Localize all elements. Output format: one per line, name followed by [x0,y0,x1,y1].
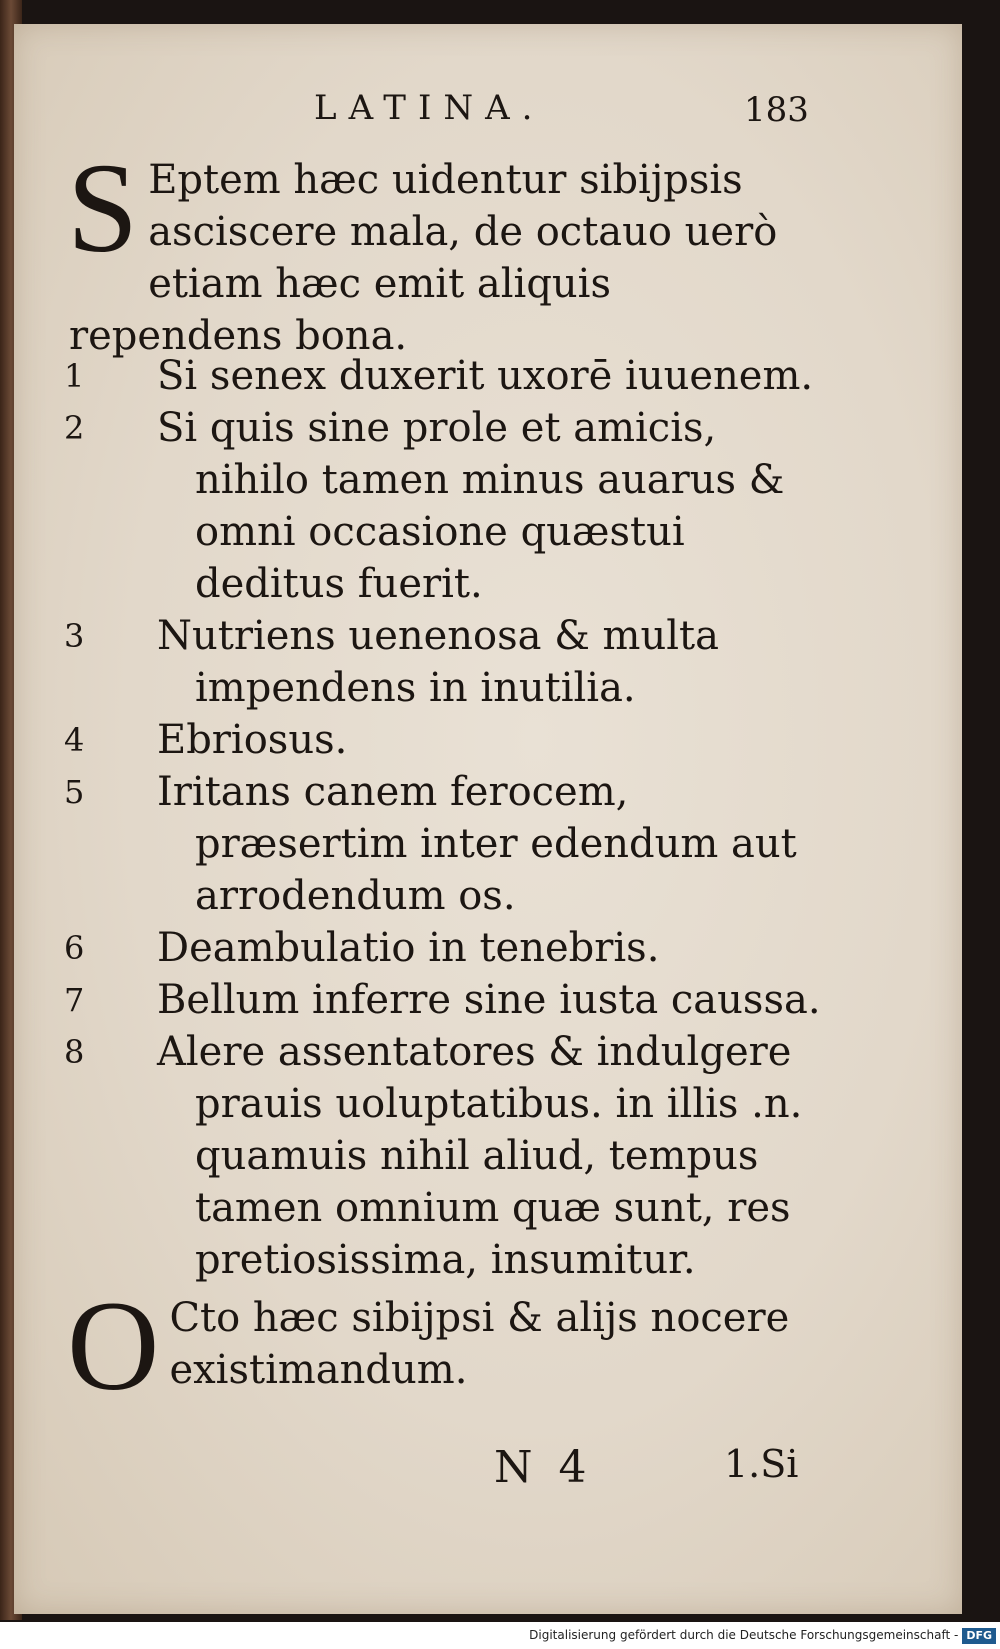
item-number: 3 [64,617,85,655]
paragraph-text: Eptem hæc uidentur sibijpsis asciscere mala, de octauo uerò etiam hæc emit aliquis rependens bona. [69,157,778,359]
list-item [64,714,824,766]
item-text: Alere assentatores & indulgere prauis uoluptatibus. in illis .n. quamuis nihil aliud, tempus tamen omnium quæ sunt, res pretiosissima, insumitur. [157,1029,803,1283]
opening-paragraph [67,137,809,362]
item-text: Deambulatio in tenebris. [157,925,660,971]
book-page [14,24,962,1614]
list-item [64,402,824,610]
item-text: Si quis sine prole et amicis, nihilo tamen minus auarus & omni occasione quæstui deditus fuerit. [157,405,785,607]
item-text: Si senex duxerit uxorē iuuenem. [157,353,814,399]
numbered-list [64,350,824,1286]
list-item [64,922,824,974]
item-number: 7 [64,981,85,1019]
signature-mark: N 4 [494,1442,593,1493]
item-text: Nutriens uenenosa & multa impendens in inutilia. [157,613,719,711]
list-item [64,766,824,922]
item-number: 5 [64,773,85,811]
list-item [64,1026,824,1286]
item-number: 6 [64,929,85,967]
item-number: 2 [64,409,85,447]
catchword: 1.Si [724,1442,799,1486]
item-number: 8 [64,1033,85,1071]
list-item [64,350,824,402]
list-item [64,610,824,714]
item-text: Ebriosus. [157,717,348,763]
paragraph-text: Cto hæc sibijpsi & alijs nocere existimandum. [169,1295,790,1393]
credit-text: Digitalisierung gefördert durch die Deutsche Forschungsgemeinschaft - [529,1628,959,1642]
closing-paragraph [67,1275,809,1417]
running-head: LATINA. [314,88,545,128]
item-number: 4 [64,721,85,759]
item-text: Iritans canem ferocem, præsertim inter edendum aut arrodendum os. [157,769,797,919]
digitization-credit-bar [0,1622,1000,1649]
page-number: 183 [744,90,809,130]
list-item [64,974,824,1026]
page-header [14,88,962,138]
item-number: 1 [64,357,85,395]
drop-capital: O [67,1275,160,1417]
drop-capital: S [67,137,139,279]
item-text: Bellum inferre sine iusta caussa. [157,977,821,1023]
dfg-logo: DFG [962,1628,996,1644]
